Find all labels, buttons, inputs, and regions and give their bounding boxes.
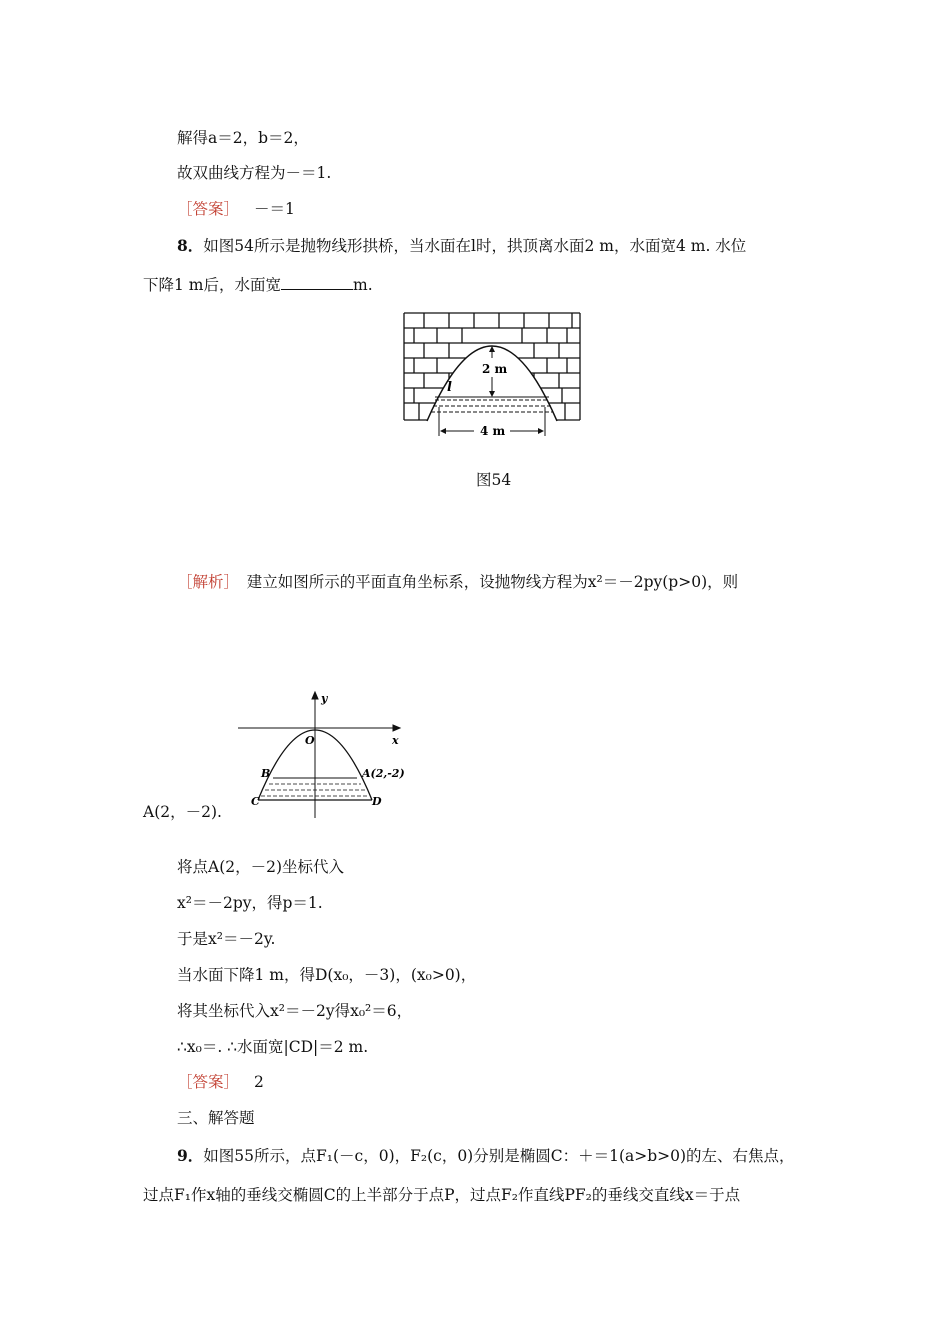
question-text: 下降1 m后，水面宽 (143, 276, 281, 294)
label-D: D (372, 795, 382, 808)
answer-tag: ［答案］ (177, 1073, 240, 1091)
step-3: 于是x²＝－2y. (177, 930, 276, 948)
question-8-line-2 (143, 275, 373, 295)
solution-tag: ［解析］ (177, 573, 232, 591)
step-4: 当水面下降1 m，得D(x₀，－3)，(x₀>0)， (177, 966, 477, 984)
label-A: A(2,-2) (362, 767, 405, 780)
label-C: C (251, 795, 260, 808)
step-6: ∴x₀＝. ∴水面宽|CD|＝2 m. (177, 1038, 369, 1056)
section-heading: 三、解答题 (177, 1109, 255, 1127)
answer-tag: ［答案］ (177, 200, 240, 218)
answer-2 (177, 1072, 264, 1092)
answer-value: －＝1 (253, 200, 295, 218)
question-text: m. (353, 276, 373, 294)
line-solve-ab: 解得a＝2，b＝2， (177, 129, 309, 147)
solution-intro (177, 572, 738, 592)
question-text: 如图54所示是抛物线形拱桥，当水面在l时，拱顶离水面2 m，水面宽4 m. 水位 (203, 237, 747, 255)
step-2: x²＝－2py，得p＝1. (177, 894, 323, 912)
step-5: 将其坐标代入x²＝－2y得x₀²＝6， (177, 1002, 413, 1020)
label-height: 2 m (482, 362, 508, 376)
figure-54-bridge (402, 311, 582, 439)
label-width: 4 m (480, 424, 506, 438)
label-y: y (321, 692, 328, 705)
figure-54-caption: 图54 (476, 471, 512, 489)
answer-1 (177, 199, 295, 219)
figure-coordinate-parabola (236, 690, 406, 820)
solution-text: 建立如图所示的平面直角坐标系，设抛物线方程为x²＝－2py(p>0)，则 (231, 573, 739, 591)
answer-value: 2 (253, 1073, 264, 1091)
question-8-line-1 (177, 236, 746, 256)
step-1: 将点A(2，－2)坐标代入 (177, 858, 345, 876)
label-origin: O (305, 734, 315, 747)
label-x: x (392, 734, 399, 747)
label-l: l (447, 380, 452, 395)
point-A: A(2，－2). (143, 803, 222, 821)
question-number: 9． (177, 1146, 204, 1165)
question-number: 8． (177, 236, 204, 255)
answer-blank (281, 275, 353, 290)
label-B: B (261, 767, 271, 780)
question-text: 如图55所示，点F₁(－c，0)，F₂(c，0)分别是椭圆C：＋＝1(a>b>0)的左、右焦点， (203, 1147, 795, 1165)
line-hyperbola-eq: 故双曲线方程为－＝1. (177, 164, 332, 182)
question-9-line-1 (177, 1146, 795, 1166)
question-9-line-2: 过点F₁作x轴的垂线交椭圆C的上半部分于点P，过点F₂作直线PF₂的垂线交直线x＝于点 (143, 1186, 741, 1204)
